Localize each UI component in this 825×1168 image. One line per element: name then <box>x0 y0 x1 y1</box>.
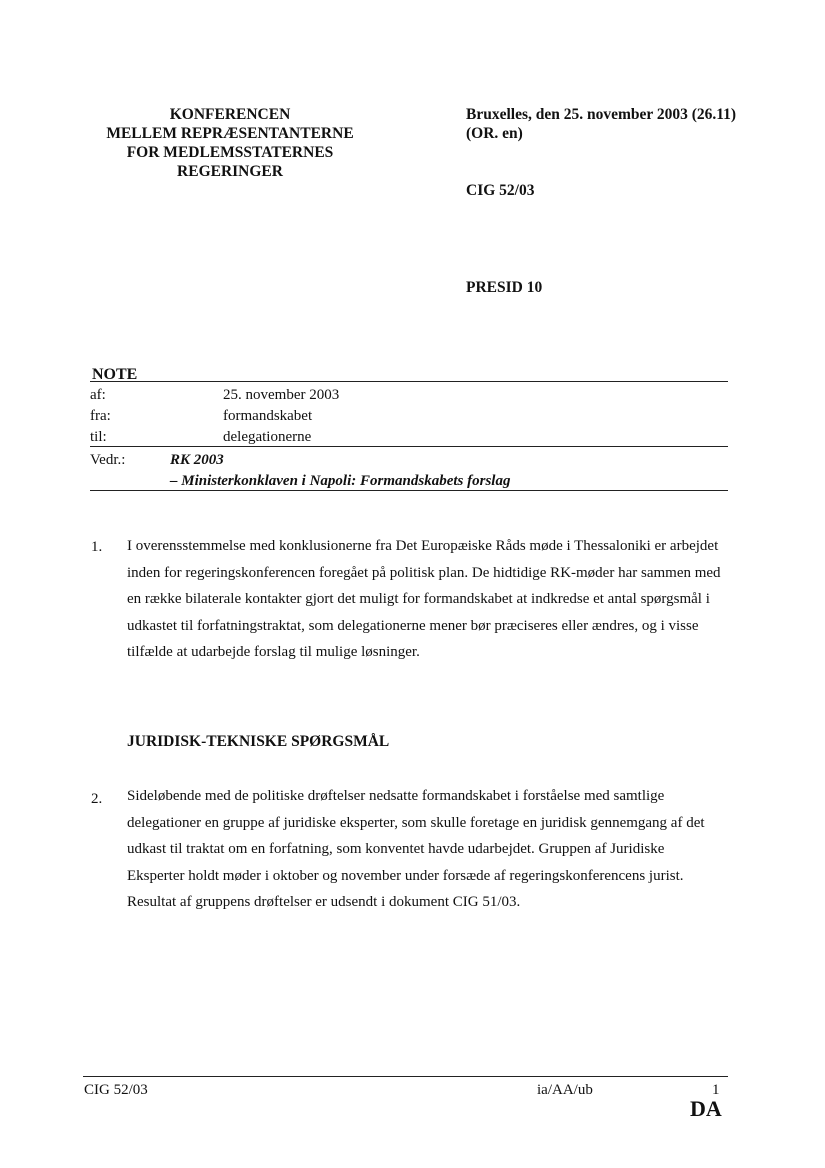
footer-divider <box>83 1076 728 1077</box>
issuer-line: REGERINGER <box>177 163 283 180</box>
divider <box>90 446 728 447</box>
paragraph-number: 1. <box>91 539 103 555</box>
original-language: (OR. en) <box>466 125 523 142</box>
subject-label: Vedr.: <box>90 452 126 468</box>
footer-doc-ref: CIG 52/03 <box>84 1082 148 1098</box>
presid-number: PRESID 10 <box>466 279 543 296</box>
place-date: Bruxelles, den 25. november 2003 (26.11) <box>466 106 737 123</box>
note-row-value: delegationerne <box>223 429 312 445</box>
language-code: DA <box>690 1096 722 1121</box>
issuer-line: KONFERENCEN <box>169 106 291 123</box>
subject-line: – Ministerkonklaven i Napoli: Formandskabets forslag <box>170 473 511 489</box>
note-row-value: formandskabet <box>223 408 313 424</box>
note-row-label: af: <box>90 387 106 403</box>
issuer-line: MELLEM REPRÆSENTANTERNE <box>106 125 354 142</box>
divider <box>90 490 728 491</box>
issuer-block <box>60 105 400 181</box>
divider <box>90 381 728 382</box>
section-heading: JURIDISK-TEKNISKE SPØRGSMÅL <box>127 733 390 750</box>
footer-initials: ia/AA/ub <box>537 1082 593 1098</box>
note-row-label: fra: <box>90 408 111 424</box>
paragraph-text: I overensstemmelse med konklusionerne fra Det Europæiske Råds møde i Thessaloniki er arbejdet inden for regeringskonferencen foregået på politisk plan. De hidtidige RK-møder har sammen med en række bilaterale kontakter gjort det muligt for formandskabet at indkredse et antal spørgsmål i udkastet til forfatningstraktat, som delegationerne mener bør præciseres eller ændres, og i visse tilfælde at udarbejde forslag til mulige løsninger. <box>127 538 721 660</box>
note-title: NOTE <box>92 366 138 383</box>
issuer-line: FOR MEDLEMSSTATERNES <box>126 144 334 161</box>
page-number: 1 <box>712 1082 720 1098</box>
note-row-label: til: <box>90 429 107 445</box>
doc-number: CIG 52/03 <box>466 182 535 199</box>
paragraph-text: Sideløbende med de politiske drøftelser nedsatte formandskabet i forståelse med samtlige delegationer en gruppe af juridiske eksperter, som skulle foretage en juridisk gennemgang af det udkast til traktat om en forfatning, som konventet havde udarbejdet. Gruppen af Juridiske Eksperter holdt møder i oktober og november under forsæde af regeringskonferencens jurist. Resultat af gruppens drøftelser er udsendt i dokument CIG 51/03. <box>127 788 705 910</box>
note-row-value: 25. november 2003 <box>223 387 340 403</box>
paragraph-number: 2. <box>91 791 103 807</box>
subject-line: RK 2003 <box>170 452 224 468</box>
